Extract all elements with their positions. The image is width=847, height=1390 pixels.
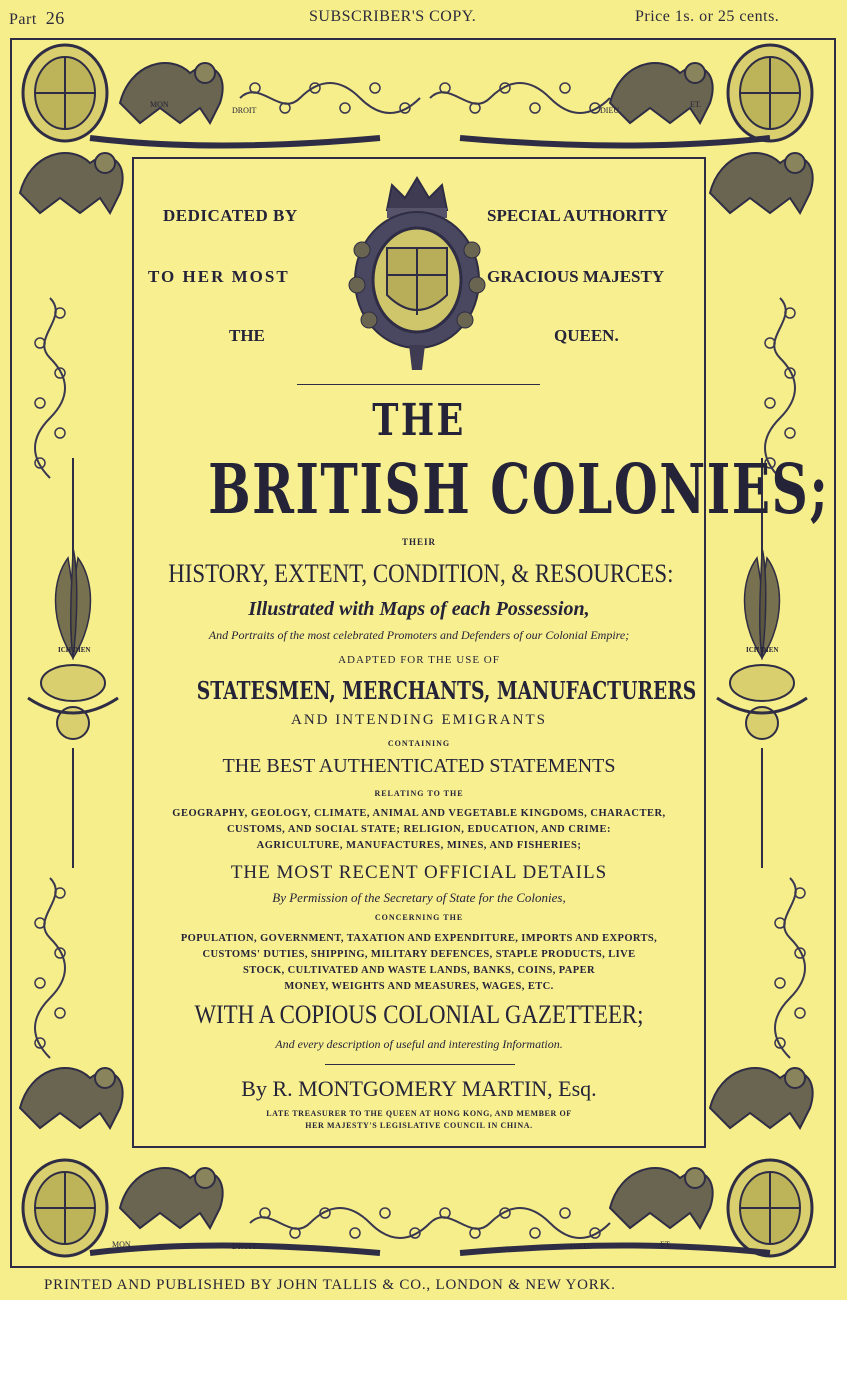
title-permission: By Permission of the Secretary of State for the Colonies, [272, 890, 566, 905]
title-their: THEIR [401, 537, 436, 547]
part-number: 26 [45, 8, 65, 28]
dedication-right-3: QUEEN. [554, 326, 619, 345]
title-best: THE BEST AUTHENTICATED STATEMENTS [222, 755, 616, 777]
details-line-1: POPULATION, GOVERNMENT, TAXATION AND EXPENDITURE, IMPORTS AND EXPORTS, [180, 933, 658, 944]
topics-line-1: GEOGRAPHY, GEOLOGY, CLIMATE, ANIMAL AND VEGETABLE KINGDOMS, CHARACTER, [172, 808, 666, 819]
royal-arms-icon [347, 170, 487, 375]
topics-line-2: CUSTOMS, AND SOCIAL STATE; RELIGION, EDUCATION, AND CRIME: [226, 824, 612, 835]
motto-ich-dien-left: ICH DIEN [58, 646, 91, 654]
dedication-left-3: THE [229, 326, 265, 345]
topics-line-3: AGRICULTURE, MANUFACTURES, MINES, AND FISHERIES; [256, 840, 582, 851]
details-line-3: STOCK, CULTIVATED AND WASTE LANDS, BANKS, COINS, PAPER [243, 965, 595, 976]
motto-et-bottom: ET. [660, 1240, 672, 1249]
details-line-2: CUSTOMS' DUTIES, SHIPPING, MILITARY DEFENCES, STAPLE PRODUCTS, LIVE [202, 949, 636, 960]
dedication-left-2: TO HER MOST [148, 267, 290, 286]
motto-et-top: ET. [690, 100, 702, 109]
title-containing: CONTAINING [387, 739, 451, 748]
title-every: And every description of useful and interesting Information. [275, 1037, 563, 1051]
author-line: By R. MONTGOMERY MARTIN, Esq. [241, 1076, 597, 1101]
title-gazetteer: WITH A COPIOUS COLONIAL GAZETTEER; [194, 1000, 644, 1029]
author-note-2: HER MAJESTY'S LEGISLATIVE COUNCIL IN CHINA. [305, 1121, 533, 1130]
title-rule-bottom [325, 1064, 515, 1065]
title-main: BRITISH COLONIES; [208, 450, 830, 530]
motto-mon-top: MON [150, 100, 169, 109]
title-official: THE MOST RECENT OFFICIAL DETAILS [230, 862, 608, 883]
motto-droit-bottom: DROIT [232, 1242, 257, 1251]
part-label: Part 26 [9, 8, 65, 28]
motto-dieu-top: DIEU. [600, 106, 622, 115]
title-the: THE [372, 395, 466, 446]
motto-dieu-bottom: DIEU. [570, 1242, 592, 1251]
title-subtitle: HISTORY, EXTENT, CONDITION, & RESOURCES: [168, 559, 674, 588]
title-illustrated: Illustrated with Maps of each Possession, [248, 598, 590, 620]
dedication-right-2: GRACIOUS MAJESTY [487, 267, 665, 286]
title-adapted: ADAPTED FOR THE USE OF [338, 654, 500, 666]
motto-ich-dien-right: ICH DIEN [746, 646, 779, 654]
publisher-line: PRINTED AND PUBLISHED BY JOHN TALLIS & CO., LONDON & NEW YORK. [44, 1277, 616, 1293]
bottom-blank-area [0, 1300, 847, 1390]
motto-droit-top: DROIT [232, 106, 257, 115]
price-label: Price 1s. or 25 cents. [635, 8, 780, 25]
copy-label: SUBSCRIBER'S COPY. [309, 8, 477, 25]
dedication-right-1: SPECIAL AUTHORITY [487, 206, 668, 225]
dedication-left-1: DEDICATED BY [163, 206, 298, 225]
motto-mon-bottom: MON [112, 1240, 131, 1249]
title-emigrants: AND INTENDING EMIGRANTS [291, 712, 547, 728]
title-portraits: And Portraits of the most celebrated Promoters and Defenders of our Colonial Empire; [208, 628, 630, 642]
title-rule-top [297, 384, 540, 385]
title-audience: STATESMEN, MERCHANTS, MANUFACTURERS [196, 676, 697, 705]
author-note-1: LATE TREASURER TO THE QUEEN AT HONG KONG, AND MEMBER OF [266, 1109, 572, 1118]
title-concerning: CONCERNING THE [374, 913, 464, 922]
title-relating: RELATING TO THE [374, 789, 464, 798]
details-line-4: MONEY, WEIGHTS AND MEASURES, WAGES, ETC. [284, 981, 554, 992]
